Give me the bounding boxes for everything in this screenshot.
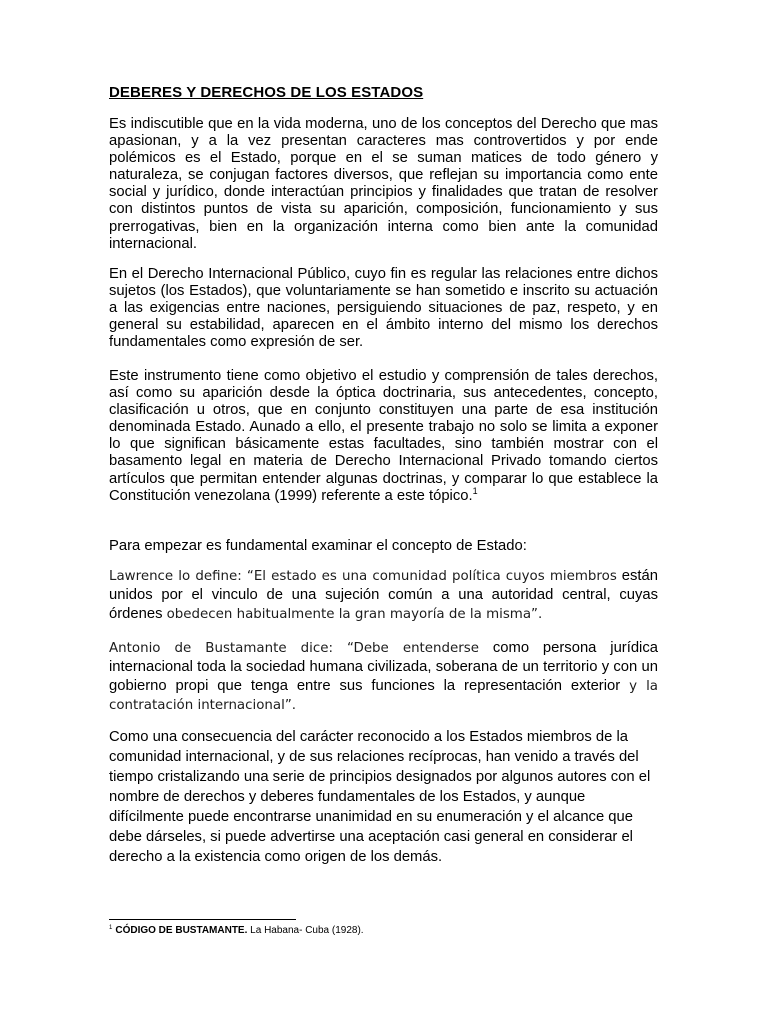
paragraph-derecho-internacional: En el Derecho Internacional Público, cuyo fin es regular las relaciones entre dichos sujetos (los Estados), que voluntariamente se han sometido e inscrito su actuación a las exigencias entre naciones, persiguiendo situaciones de paz, respeto, y en general su estabilidad, aparecen en el ámbito interno del mismo los derechos fundamentales como expresión de ser. <box>109 266 658 351</box>
footnote-divider <box>109 919 296 920</box>
quote-lawrence-part3: obedecen habitualmente la gran mayoría de la misma”. <box>166 606 543 622</box>
quote-lawrence-part1: Lawrence lo define: “El estado es una comunidad política cuyos miembros <box>109 569 617 584</box>
quote-bustamante-part1: Antonio de Bustamante dice: “Debe entenderse <box>109 641 479 656</box>
footnote-text: La Habana- Cuba (1928). <box>247 925 364 936</box>
paragraph-objective <box>109 368 658 505</box>
document-title: DEBERES Y DERECHOS DE LOS ESTADOS <box>109 84 424 101</box>
quote-bustamante-part3: y la contratación internacional”. <box>109 678 658 713</box>
quote-lawrence <box>109 567 658 624</box>
footnote-reference[interactable]: 1 <box>472 485 478 496</box>
quote-bustamante <box>109 639 658 715</box>
paragraph-closing: Como una consecuencia del carácter reconocido a los Estados miembros de la comunidad internacional, y de sus relaciones recíprocas, han venido a través del tiempo cristalizando una serie de principios designados por algunos autores con el nombre de derechos y deberes fundamentales de los Estados, y aunque difícilmente puede encontrarse unanimidad en su enumeración y el alcance que debe dárseles, si puede advertirse una aceptación casi general en considerar el derecho a la existencia como origen de los demás. <box>109 729 651 865</box>
quote-bustamante-part2: como persona jurídica internacional toda la sociedad humana civilizada, soberana de un territorio y con un gobierno propi que tenga entre sus funciones la representación exterior <box>109 640 658 694</box>
paragraph-objective-text: Este instrumento tiene como objetivo el estudio y comprensión de tales derechos, así como su aparición desde la óptica doctrinaria, sus antecedentes, concepto, clasificación u otros, que en conjunto constituyen una parte de esa institución denominada Estado. Aunado a ello, el presente trabajo no solo se limita a exponer lo que significan básicamente estas facultades, sino también mostrar con el basamento legal en materia de Derecho Internacional Privado tomando ciertos artículos que permitan entender algunas doctrinas, y comparar lo que establece la Constitución venezolana (1999) referente a este tópico. <box>109 368 658 504</box>
footnote-source: CÓDIGO DE BUSTAMANTE. <box>115 925 248 936</box>
footnote <box>109 925 364 936</box>
quote-lawrence-part2: están unidos por el vinculo de una sujeción común a una autoridad central, cuyas órdenes <box>109 568 658 622</box>
paragraph-concept-intro: Para empezar es fundamental examinar el concepto de Estado: <box>109 538 527 554</box>
paragraph-introduction: Es indiscutible que en la vida moderna, uno de los conceptos del Derecho que mas apasionan, y a la vez presentan caracteres mas controvertidos y por ende polémicos es el Estado, porque en el se suman matices de todo género y naturaleza, se conjugan factores diversos, que reflejan su importancia como ente social y jurídico, donde interactúan principios y finalidades que tratan de resolver con distintos puntos de vista su aparición, composición, funcionamiento y sus prerrogativas, bien en la organización interna como bien ante la comunidad internacional. <box>109 116 658 252</box>
footnote-number: 1 <box>109 924 113 931</box>
